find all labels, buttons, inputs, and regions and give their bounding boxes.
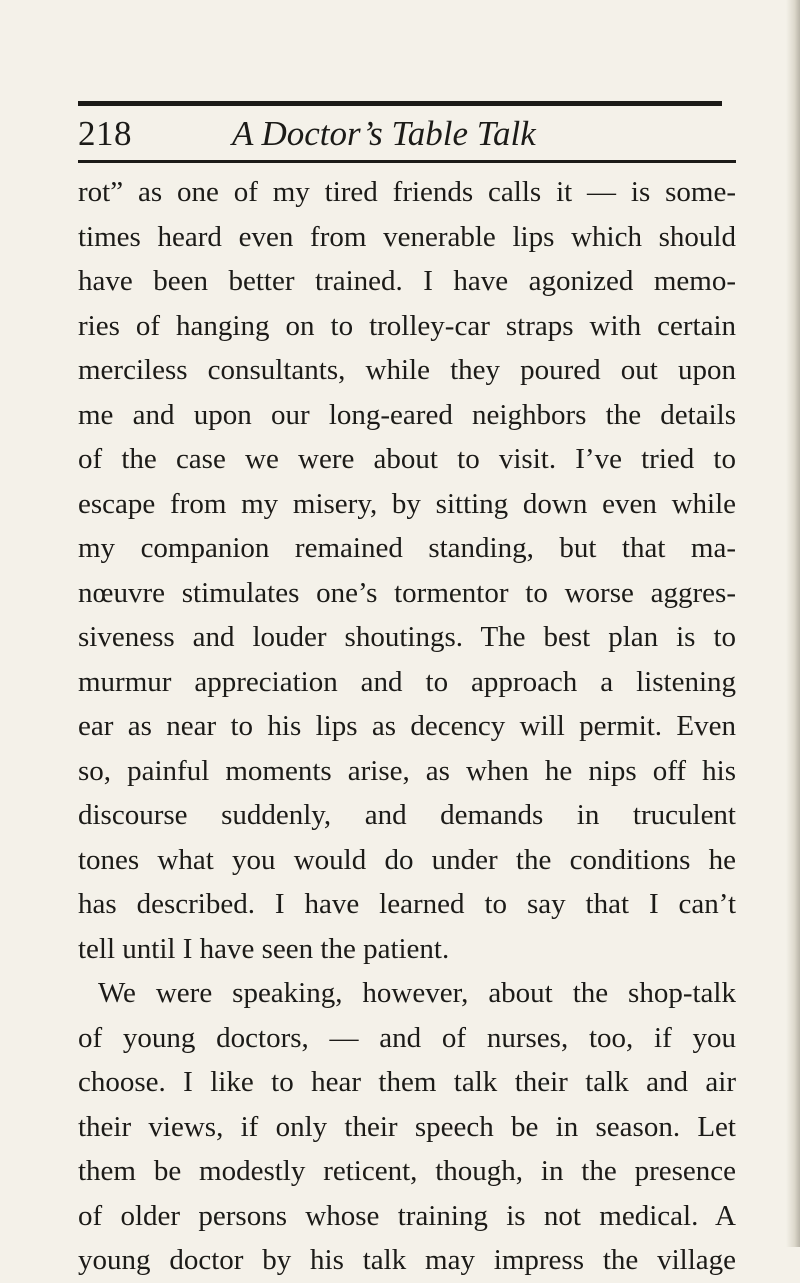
header-rule-bottom <box>78 160 736 163</box>
header-rule-top <box>78 101 722 106</box>
text-line: choose. I like to hear them talk their talk and air <box>78 1066 736 1098</box>
body-text <box>78 170 736 1283</box>
text-line: them be modestly reticent, though, in the presence <box>78 1155 736 1187</box>
text-line: me and upon our long-eared neighbors the details <box>78 398 736 431</box>
text-line: murmur appreciation and to approach a listening <box>78 665 736 698</box>
text-line: siveness and louder shoutings. The best plan is to <box>78 621 736 653</box>
text-line: ries of hanging on to trolley-car straps with certain <box>78 309 736 342</box>
text-line: of young doctors, — and of nurses, too, if you <box>78 1021 736 1054</box>
text-line: so, painful moments arise, as when he nips off his <box>78 754 736 787</box>
text-line: has described. I have learned to say that I can’t <box>78 888 736 920</box>
text-line: tones what you would do under the conditions he <box>78 843 736 876</box>
text-line-paragraph-end: tell until I have seen the patient. <box>78 932 450 965</box>
text-line-paragraph-start: We were speaking, however, about the shop-talk <box>98 977 736 1009</box>
text-line: have been better trained. I have agonized memo- <box>78 265 736 297</box>
text-line: their views, if only their speech be in season. Let <box>78 1110 736 1143</box>
text-line: times heard even from venerable lips which should <box>78 220 736 253</box>
page-number: 218 <box>78 114 132 153</box>
running-title: A Doctor’s Table Talk <box>232 114 536 153</box>
text-line: discourse suddenly, and demands in truculent <box>78 799 736 831</box>
text-line: merciless consultants, while they poured out upon <box>78 354 736 386</box>
text-line: young doctor by his talk may impress the village <box>78 1244 736 1276</box>
text-line: rot” as one of my tired friends calls it — is some- <box>78 176 736 208</box>
text-line: my companion remained standing, but that ma- <box>78 532 736 564</box>
text-line: of the case we were about to visit. I’ve tried to <box>78 443 736 475</box>
text-line: nœuvre stimulates one’s tormentor to worse aggres- <box>78 576 736 609</box>
page-edge-shadow <box>786 0 800 1247</box>
text-line: of older persons whose training is not medical. A <box>78 1199 736 1232</box>
text-line: ear as near to his lips as decency will permit. Even <box>78 710 736 742</box>
text-line: escape from my misery, by sitting down even while <box>78 487 736 520</box>
